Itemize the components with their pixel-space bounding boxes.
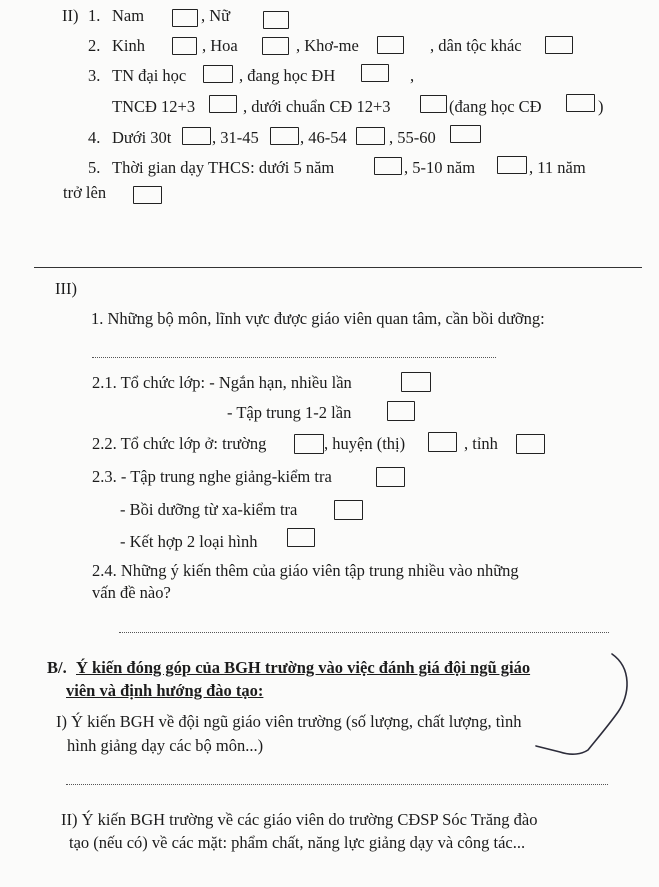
checkbox-tncd[interactable] [209,95,237,113]
section-b-title-line1: Ý kiến đóng góp của BGH trường vào việc đánh giá đội ngũ giáo [76,658,531,677]
option-nu-label: , Nữ [201,6,231,25]
checkbox-huyen[interactable] [428,432,457,452]
section-divider [34,267,642,268]
b-ii-line1: II) Ý kiến BGH trường về các giáo viên do trường CĐSP Sóc Trăng đào [61,810,538,829]
option-11-nam-label: , 11 năm [529,158,586,177]
checkbox-ngan-han[interactable] [401,372,431,392]
option-kinh-label: Kinh [112,36,145,55]
iii-q24-answer-line[interactable] [119,632,609,633]
option-31-45-label: , 31-45 [212,128,259,147]
checkbox-dang-hoc-dh[interactable] [361,64,389,82]
checkbox-dang-hoc-cd[interactable] [566,94,595,112]
iii-q22-option-tinh: , tỉnh [464,434,498,453]
option-dang-hoc-dh-label: , đang học ĐH [239,66,336,85]
option-tn-dai-hoc-label: TN đại học [112,66,187,85]
checkbox-duoi-30[interactable] [182,127,211,145]
q2-number: 2. [88,36,101,55]
checkbox-46-54[interactable] [356,127,385,145]
b-ii-line2: tạo (nếu có) về các mặt: phẩm chất, năng lực giảng dạy và công tác... [69,833,526,852]
checkbox-duoi-5-nam[interactable] [374,157,402,175]
checkbox-nam[interactable] [172,9,198,27]
option-duoi-chuan-label: , dưới chuẩn CĐ 12+3 [243,97,391,116]
checkbox-tap-trung-1-2[interactable] [387,401,415,421]
q1-number: 1. [88,6,101,25]
iii-q22-option-huyen: , huyện (thị) [324,434,406,453]
checkbox-duoi-chuan[interactable] [420,95,447,113]
q3-close-paren: ) [598,97,604,116]
checkbox-tinh[interactable] [516,434,545,454]
checkbox-11-nam[interactable] [133,186,162,204]
section-b-label: B/. [47,658,67,677]
iii-q1-answer-line[interactable] [92,357,496,358]
iii-q22-text: 2.2. Tổ chức lớp ở: trường [92,434,267,453]
q5-continuation: trở lên [63,183,107,202]
option-55-60-label: , 55-60 [389,128,436,147]
iii-q23-option-b: - Bồi dưỡng từ xa-kiểm tra [120,500,298,519]
option-khome-label: , Khơ-me [296,36,359,55]
checkbox-tu-xa[interactable] [334,500,363,520]
iii-q21-text: 2.1. Tổ chức lớp: - Ngắn hạn, nhiều lần [92,373,352,392]
checkbox-dan-toc-khac[interactable] [545,36,573,54]
iii-q24-line2: vấn đề nào? [92,583,171,602]
option-dan-toc-khac-label: , dân tộc khác [430,36,522,55]
option-46-54-label: , 46-54 [300,128,347,147]
q3-comma: , [410,66,415,85]
b-i-line1: I) Ý kiến BGH về đội ngũ giáo viên trường (số lượng, chất lượng, tình [56,712,522,731]
checkbox-hoa[interactable] [262,37,289,55]
iii-q24-line1: 2.4. Những ý kiến thêm của giáo viên tập trung nhiều vào những [92,561,519,580]
checkbox-ket-hop[interactable] [287,528,315,547]
iii-q23-option-a: 2.3. - Tập trung nghe giảng-kiểm tra [92,467,332,486]
checkbox-khome[interactable] [377,36,404,54]
q5-number: 5. [88,158,101,177]
b-i-answer-line[interactable] [66,784,608,785]
option-5-10-nam-label: , 5-10 năm [404,158,476,177]
checkbox-55-60[interactable] [450,125,481,143]
option-duoi-30-label: Dưới 30t [112,128,172,147]
section-b-title-line2: viên và định hướng đào tạo: [66,681,264,700]
option-hoa-label: , Hoa [202,36,238,55]
checkbox-tap-trung-nghe-giang[interactable] [376,467,405,487]
section-ii-label: II) [62,6,79,25]
iii-q23-option-c: - Kết hợp 2 loại hình [120,532,258,551]
iii-q1-text: 1. Những bộ môn, lĩnh vực được giáo viên quan tâm, cần bồi dưỡng: [91,309,545,328]
checkbox-31-45[interactable] [270,127,299,145]
b-i-line2: hình giảng dạy các bộ môn...) [67,736,264,755]
q3-number: 3. [88,66,101,85]
checkbox-tn-dai-hoc[interactable] [203,65,233,83]
option-tncd-label: TNCĐ 12+3 [112,97,196,116]
option-dang-hoc-cd-label: (đang học CĐ [449,97,542,116]
q4-number: 4. [88,128,101,147]
iii-q21-option-b: - Tập trung 1-2 lần [227,403,352,422]
checkbox-nu[interactable] [263,11,289,29]
checkbox-truong[interactable] [294,434,324,454]
option-nam-label: Nam [112,6,145,25]
q5-text: Thời gian dạy THCS: dưới 5 năm [112,158,335,177]
checkbox-5-10-nam[interactable] [497,156,527,174]
checkbox-kinh[interactable] [172,37,197,55]
section-iii-label: III) [55,279,77,298]
